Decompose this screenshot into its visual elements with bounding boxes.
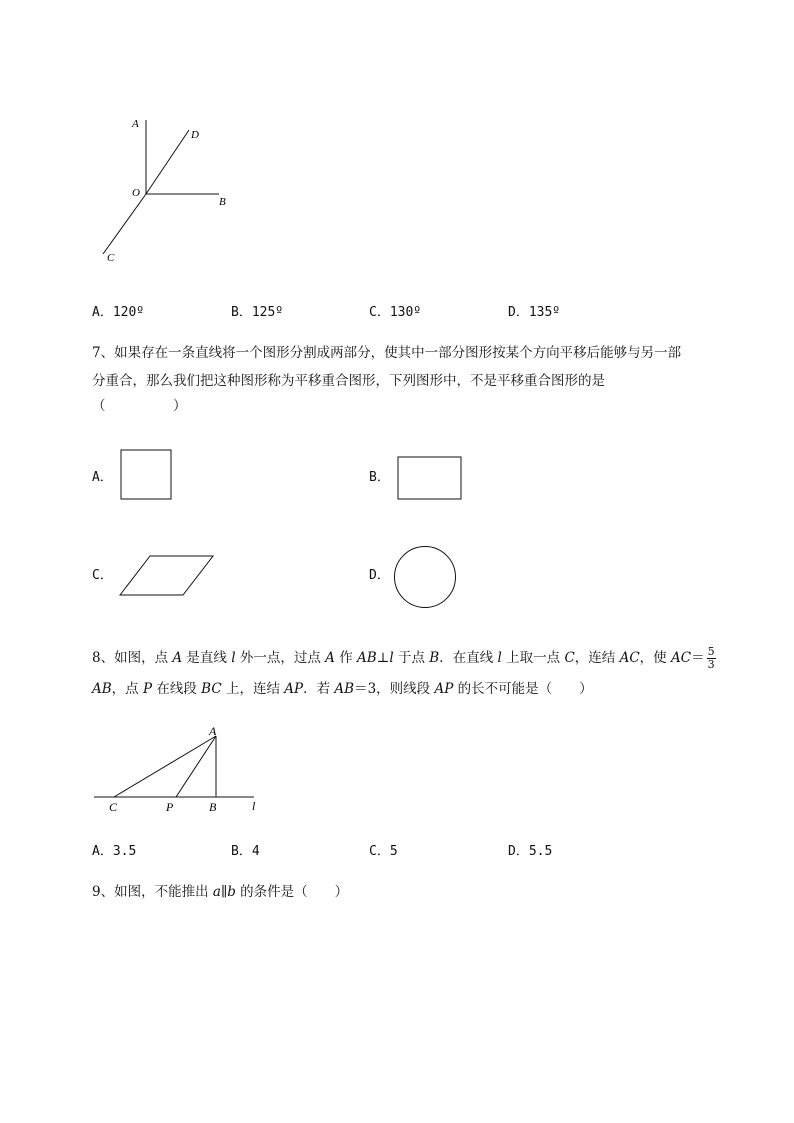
q7-option-c-label: C． [92, 568, 113, 583]
q8-triangle-figure [90, 722, 270, 817]
q8-text: 作 [334, 650, 357, 666]
label-l: l [252, 799, 256, 813]
ray-OD [146, 130, 189, 194]
segment-AC [114, 736, 216, 797]
q8-text: 8、如图，点 [92, 650, 173, 666]
label-D: D [191, 129, 199, 141]
q8-text: ．在直线 [439, 650, 498, 666]
q8-var: B [429, 650, 440, 666]
fraction-numerator: 5 [707, 645, 715, 658]
q7-stem-line1: 7、如果存在一条直线将一个图形分割成两部分，使其中一部分图形按某个方向平移后能够与另一部 [92, 345, 682, 361]
q6-option-a: A．120º [92, 305, 145, 320]
label-B: B [219, 196, 226, 208]
q8-var: C [564, 650, 575, 666]
q8-option-c: C．5 [369, 844, 398, 859]
q8-text: 的长不可能是（ ） [453, 681, 593, 697]
q8-text: ．若 [303, 681, 335, 697]
q6-option-c: C．130º [369, 305, 422, 320]
q9-var: a [212, 884, 221, 900]
q8-var: l [497, 650, 502, 666]
q8-var: BC [201, 681, 222, 697]
label-P: P [166, 800, 174, 814]
q8-option-d: D．5.5 [508, 844, 553, 859]
q8-var: A [172, 650, 183, 666]
q8-option-b: B．4 [231, 844, 260, 859]
q7-option-d-label: D． [369, 568, 390, 583]
q9-var: b [227, 884, 236, 900]
label-C: C [109, 800, 118, 814]
q8-text: ，连结 [574, 650, 620, 666]
label-A: A [132, 118, 139, 130]
q7-option-a-label: A． [92, 470, 113, 485]
segment-AP [176, 736, 216, 797]
q7-answer-bracket: （ ） [92, 398, 187, 414]
q8-text: 上，连结 [221, 681, 285, 697]
q9-stem [92, 882, 348, 902]
q9-text: 9、如图，不能推出 [92, 884, 213, 900]
label-C: C [107, 252, 115, 264]
q8-text: 是直线 [182, 650, 232, 666]
q6-option-d: D．135º [508, 305, 561, 320]
circle-icon [392, 545, 458, 609]
label-O: O [132, 187, 140, 199]
fraction-five-thirds [707, 646, 716, 671]
q6-option-b: B．125º [231, 305, 284, 320]
q8-var: AB [334, 681, 355, 697]
q8-stem-line2 [92, 679, 593, 699]
q8-text: ＝3，则线段 [354, 681, 435, 697]
q8-var: AC [670, 650, 692, 666]
label-A: A [209, 724, 217, 738]
parallelogram-icon [118, 554, 216, 598]
q8-var: AP [284, 681, 304, 697]
q8-var: l [231, 650, 236, 666]
q9-text: 的条件是（ ） [235, 884, 349, 900]
q8-text: 于点 [393, 650, 430, 666]
q8-var: l [389, 650, 394, 666]
q7-stem-line2: 分重合，那么我们把这种图形称为平移重合图形，下列图形中，不是平移重合图形的是 [92, 373, 605, 389]
q8-text: 在线段 [152, 681, 202, 697]
q8-var: AB [357, 650, 377, 666]
q7-option-b-label: B． [369, 470, 390, 485]
q9-text: ∥ [220, 884, 228, 900]
fraction-denominator: 3 [707, 658, 715, 671]
q8-text: ，使 [639, 650, 671, 666]
q8-text: ⊥ [376, 650, 390, 666]
q8-text: ＝ [691, 650, 705, 666]
q8-option-a: A．3.5 [92, 844, 137, 859]
q8-var: AP [434, 681, 454, 697]
rectangle-icon [397, 456, 463, 501]
q8-text: ，点 [111, 681, 143, 697]
q6-angle-figure [95, 110, 245, 270]
q8-var: AC [619, 650, 640, 666]
q8-var: A [325, 650, 335, 666]
square-icon [120, 449, 174, 501]
label-B: B [209, 800, 217, 814]
q8-stem-line1 [92, 646, 716, 671]
q8-var: AB [92, 681, 112, 697]
q8-var: P [142, 681, 153, 697]
ray-OC [103, 194, 146, 254]
q8-text: 外一点，过点 [235, 650, 326, 666]
q8-text: 上取一点 [501, 650, 565, 666]
